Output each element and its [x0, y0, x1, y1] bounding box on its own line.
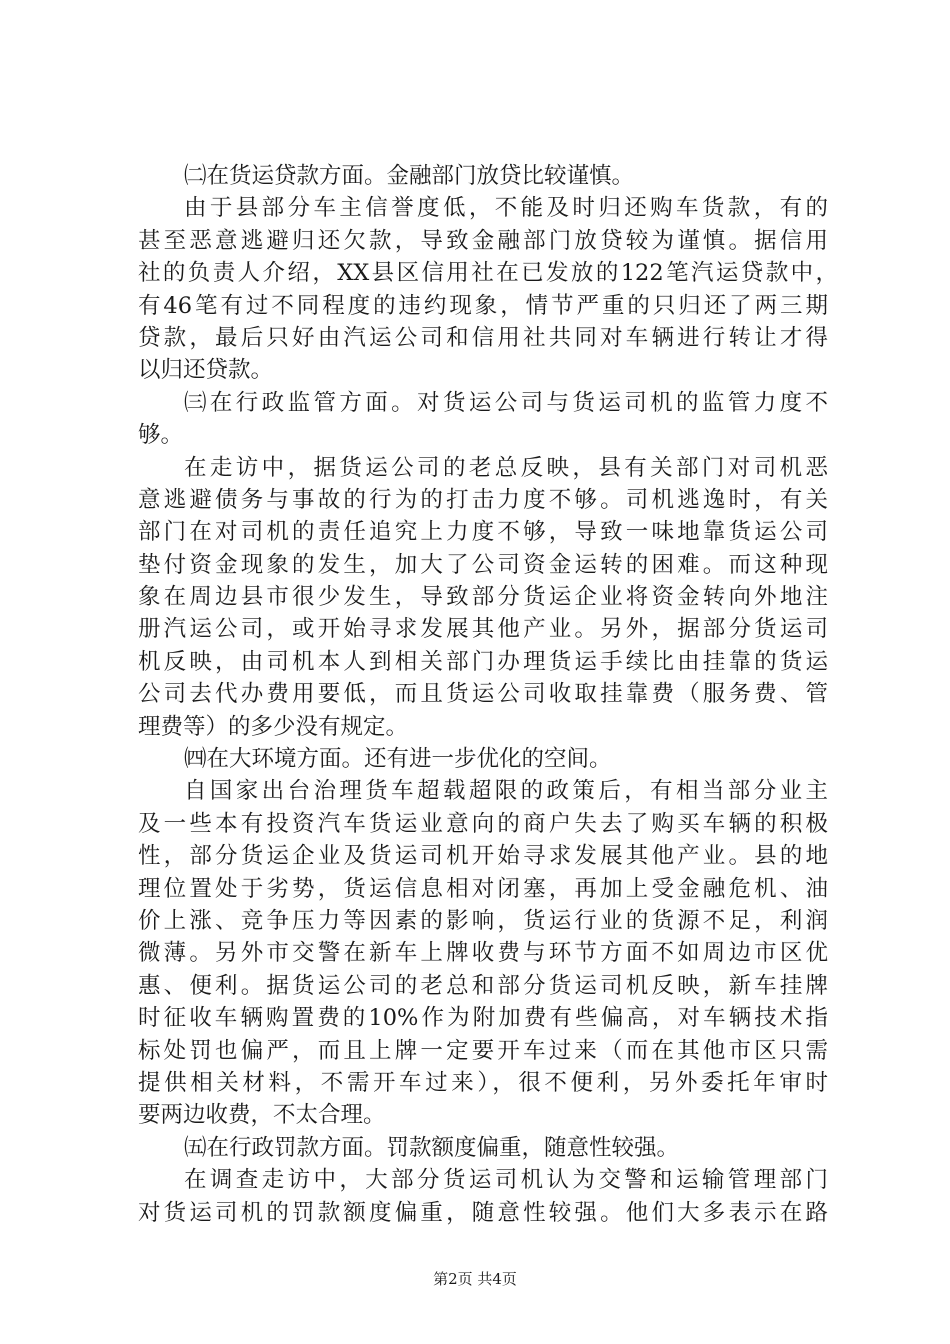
text-line: 理位置处于劣势，货运信息相对闭塞，再加上受金融危机、油	[138, 875, 828, 902]
text-line: 微薄。另外市交警在新车上牌收费与环节方面不如周边市区优	[138, 940, 828, 967]
text-line: 够。	[138, 422, 184, 449]
text-line: 有46笔有过不同程度的违约现象，情节严重的只归还了两三期	[138, 292, 828, 319]
text-line: 对货运司机的罚款额度偏重，随意性较强。他们大多表示在路	[138, 1199, 828, 1226]
text-line: ㈢在行政监管方面。对货运公司与货运司机的监管力度不	[184, 389, 828, 416]
text-line: ㈤在行政罚款方面。罚款额度偏重，随意性较强。	[184, 1134, 680, 1161]
text-line: 社的负责人介绍，XX县区信用社在已发放的122笔汽运贷款中，	[138, 260, 838, 287]
text-line: 部门在对司机的责任追究上力度不够，导致一味地靠货运公司	[138, 519, 828, 546]
text-line: 贷款，最后只好由汽运公司和信用社共同对车辆进行转让才得	[138, 324, 828, 351]
text-line: 理费等）的多少没有规定。	[138, 713, 409, 740]
text-line: 在走访中，据货运公司的老总反映，县有关部门对司机恶	[184, 454, 828, 481]
text-line: 标处罚也偏严，而且上牌一定要开车过来（而在其他市区只需	[138, 1037, 828, 1064]
text-line: ㈣在大环境方面。还有进一步优化的空间。	[184, 746, 612, 773]
text-line: 机反映，由司机本人到相关部门办理货运手续比由挂靠的货运	[138, 648, 828, 675]
text-line: 在调查走访中，大部分货运司机认为交警和运输管理部门	[184, 1167, 828, 1194]
text-line: ㈡在货运贷款方面。金融部门放贷比较谨慎。	[184, 163, 635, 189]
text-line: 册汽运公司，或开始寻求发展其他产业。另外，据部分货运司	[138, 616, 828, 643]
text-line: 时征收车辆购置费的10%作为附加费有些偏高，对车辆技术指	[138, 1005, 828, 1032]
text-line: 象在周边县市很少发生，导致部分货运企业将资金转向外地注	[138, 584, 828, 611]
text-line: 提供相关材料，不需开车过来），很不便利，另外委托年审时	[138, 1069, 828, 1096]
text-line: 要两边收费，不太合理。	[138, 1102, 386, 1129]
text-line: 自国家出台治理货车超载超限的政策后，有相当部分业主	[184, 778, 828, 805]
text-line: 及一些本有投资汽车货运业意向的商户失去了购买车辆的积极	[138, 810, 828, 837]
text-line: 惠、便利。据货运公司的老总和部分货运司机反映，新车挂牌	[138, 972, 828, 999]
text-line: 由于县部分车主信誉度低，不能及时归还购车货款，有的	[184, 195, 828, 222]
document-body	[138, 160, 838, 1229]
text-line: 价上涨、竞争压力等因素的影响，货运行业的货源不足，利润	[138, 907, 828, 934]
text-line: 以归还贷款。	[138, 357, 274, 384]
text-line: 性，部分货运企业及货运司机开始寻求发展其他产业。县的地	[138, 843, 828, 870]
text-line: 甚至恶意逃避归还欠款，导致金融部门放贷较为谨慎。据信用	[138, 227, 828, 254]
page-footer: 第2页 共4页	[433, 1270, 517, 1288]
text-line: 垫付资金现象的发生，加大了公司资金运转的困难。而这种现	[138, 551, 828, 578]
text-line: 公司去代办费用要低，而且货运公司收取挂靠费（服务费、管	[138, 681, 828, 708]
text-line: 意逃避债务与事故的行为的打击力度不够。司机逃逸时，有关	[138, 486, 828, 513]
